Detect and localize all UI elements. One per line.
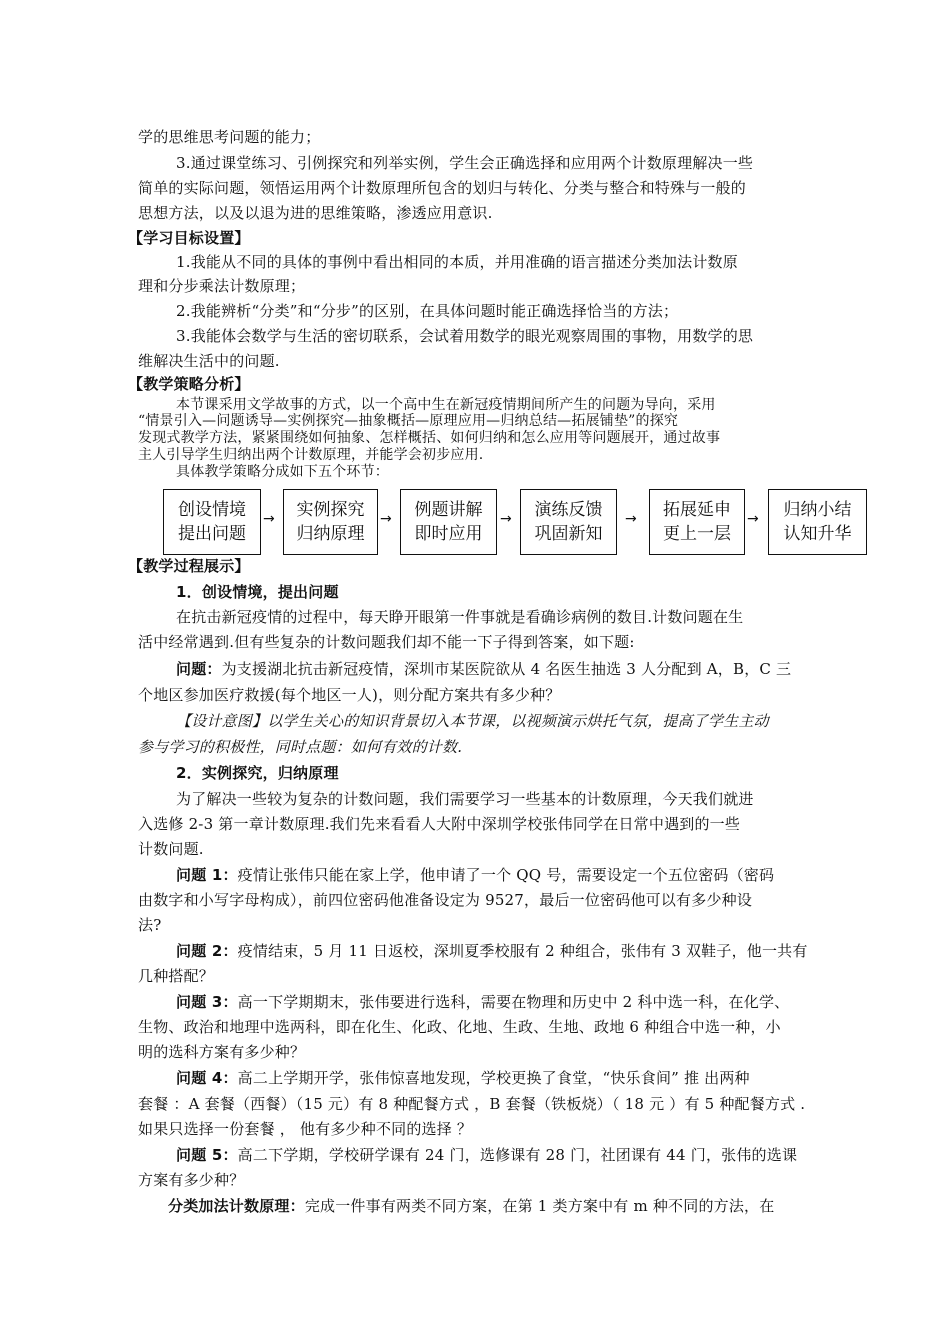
- design-intent-line: 参与学习的积极性，同时点题：如何有效的计数.: [138, 738, 463, 756]
- problem-text: 高一下学期期末，张伟要进行选科，需要在物理和历史中 2 科中选一科，在化学、: [237, 993, 790, 1011]
- arrow-right-icon: →: [625, 511, 637, 527]
- goal-line: 3.我能体会数学与生活的密切联系，会试着用数学的眼光观察周围的事物，用数学的思: [176, 327, 754, 345]
- flow-step-line: 实例探究: [296, 500, 365, 520]
- flow-diagram: [163, 489, 868, 559]
- flow-step-line: 演练反馈: [534, 500, 603, 520]
- subsection-title-2: 2．实例探究，归纳原理: [176, 764, 339, 782]
- arrow-right-icon: →: [747, 511, 759, 527]
- flow-step-line: 认知升华: [783, 524, 852, 544]
- problem-3-line: 明的选科方案有多少种？: [138, 1043, 306, 1061]
- flow-step-5: [649, 489, 745, 555]
- flow-step-4: [520, 489, 617, 555]
- problem-1-line: [176, 865, 774, 885]
- paragraph-line: 入选修 2-3 第一章计数原理.我们先来看看人大附中深圳学校张伟同学在日常中遇到的一些: [138, 815, 741, 833]
- flow-step-1: [163, 489, 261, 555]
- problem-text: 高二上学期开学，张伟惊喜地发现，学校更换了食堂，“快乐食间” 推 出两种: [237, 1069, 750, 1087]
- paragraph-line: 计数问题.: [138, 840, 204, 858]
- problem-3-line: 生物、政治和地理中选两科，即在化生、化政、化地、生政、生地、政地 6 种组合中选一种，小: [138, 1018, 781, 1036]
- flow-step-line: 更上一层: [663, 524, 731, 544]
- paragraph-line: 在抗击新冠疫情的过程中，每天睁开眼第一件事就是看确诊病例的数目.计数问题在生: [176, 608, 744, 626]
- problem-label: 问题 4：: [176, 1069, 238, 1087]
- section-heading-process: 【教学过程展示】: [128, 557, 250, 575]
- flow-step-6: [768, 489, 867, 555]
- strategy-line: 发现式教学方法，紧紧围绕如何抽象、怎样概括、如何归纳和怎么应用等问题展开，通过故事: [138, 430, 721, 446]
- question-text: 为支援湖北抗击新冠疫情，深圳市某医院欲从 4 名医生抽选 3 人分配到 A，B，C 三: [221, 660, 792, 678]
- flow-step-line: 创设情境: [178, 500, 246, 520]
- problem-4-line: 套餐 ：A 套餐（西餐）（15 元）有 8 种配餐方式 ，B 套餐（铁板烧）（ 18 元 ）有 5 种配餐方式 .: [138, 1095, 806, 1113]
- arrow-right-icon: →: [380, 511, 392, 527]
- strategy-line: 具体教学策略分成如下五个环节：: [176, 464, 389, 480]
- flow-step-line: 拓展延申: [663, 500, 731, 520]
- problem-label: 问题 2：: [176, 942, 238, 960]
- problem-label: 问题 3：: [176, 993, 238, 1011]
- problem-2-line: [176, 941, 808, 961]
- flow-step-2: [283, 489, 378, 555]
- paragraph-line: 活中经常遇到.但有些复杂的计数问题我们却不能一下子得到答案，如下题:: [138, 633, 635, 651]
- strategy-line: 主人引导学生归纳出两个计数原理，并能学会初步应用.: [138, 447, 484, 463]
- goal-line: 理和分步乘法计数原理；: [138, 277, 306, 295]
- problem-1-line: 由数字和小写字母构成），前四位密码他准备设定为 9527，最后一位密码他可以有多少种设: [138, 891, 753, 909]
- intro-line: 3.通过课堂练习、引例探究和列举实例，学生会正确选择和应用两个计数原理解决一些: [176, 154, 754, 172]
- flow-step-line: 巩固新知: [534, 524, 603, 544]
- problem-5-line: [176, 1145, 797, 1165]
- problem-4-line: [176, 1068, 750, 1088]
- goal-line: 2.我能辨析“分类”和“分步”的区别，在具体问题时能正确选择恰当的方法；: [176, 302, 679, 320]
- section-heading-goals: 【学习目标设置】: [128, 229, 250, 247]
- question-line: 个地区参加医疗救援(每个地区一人)，则分配方案共有多少种？: [138, 686, 561, 704]
- strategy-line: “情景引入—问题诱导—实例探究—抽象概括—原理应用—归纳总结—拓展铺垫”的探究: [138, 413, 679, 429]
- intro-line: 学的思维思考问题的能力；: [138, 128, 321, 146]
- flow-step-line: 提出问题: [178, 524, 246, 544]
- flow-step-3: [400, 489, 497, 555]
- principle-line: [168, 1196, 774, 1216]
- principle-text: 完成一件事有两类不同方案，在第 1 类方案中有 m 种不同的方法，在: [304, 1197, 775, 1215]
- goal-line: 1.我能从不同的具体的事例中看出相同的本质，并用准确的语言描述分类加法计数原: [176, 253, 738, 271]
- flow-step-line: 归纳小结: [783, 500, 852, 520]
- problem-text: 高二下学期，学校研学课有 24 门，选修课有 28 门，社团课有 44 门，张伟的选课: [237, 1146, 798, 1164]
- question-line: [176, 659, 791, 679]
- problem-4-line: 如果只选择一份套餐 ， 他有多少种不同的选择 ？: [138, 1120, 473, 1138]
- problem-3-line: [176, 992, 789, 1012]
- flow-step-line: 例题讲解: [414, 500, 483, 520]
- flow-step-line: 即时应用: [414, 524, 483, 544]
- problem-text: 疫情让张伟只能在家上学，他申请了一个 QQ 号，需要设定一个五位密码（密码: [237, 866, 775, 884]
- problem-label: 问题 1：: [176, 866, 238, 884]
- problem-2-line: 几种搭配？: [138, 967, 215, 985]
- design-intent-line: 【设计意图】以学生关心的知识背景切入本节课，以视频演示烘托气氛，提高了学生主动: [176, 712, 769, 730]
- problem-text: 疫情结束，5 月 11 日返校，深圳夏季校服有 2 种组合，张伟有 3 双鞋子，他一共有: [237, 942, 808, 960]
- section-heading-strategy: 【教学策略分析】: [128, 375, 250, 393]
- intro-line: 思想方法，以及以退为进的思维策略，渗透应用意识.: [138, 204, 493, 222]
- arrow-right-icon: →: [500, 511, 512, 527]
- problem-5-line: 方案有多少种？: [138, 1171, 245, 1189]
- problem-1-line: 法?: [138, 916, 162, 934]
- arrow-right-icon: →: [263, 511, 275, 527]
- goal-line: 维解决生活中的问题.: [138, 352, 280, 370]
- strategy-line: 本节课采用文学故事的方式，以一个高中生在新冠疫情期间所产生的问题为导向，采用: [176, 397, 716, 413]
- paragraph-line: 为了解决一些较为复杂的计数问题，我们需要学习一些基本的计数原理，今天我们就进: [176, 790, 754, 808]
- subsection-title-1: 1．创设情境，提出问题: [176, 583, 339, 601]
- question-label: 问题：: [176, 660, 222, 678]
- principle-label: 分类加法计数原理：: [168, 1197, 305, 1215]
- intro-line: 简单的实际问题，领悟运用两个计数原理所包含的划归与转化、分类与整合和特殊与一般的: [138, 179, 747, 197]
- flow-step-line: 归纳原理: [296, 524, 365, 544]
- problem-label: 问题 5：: [176, 1146, 238, 1164]
